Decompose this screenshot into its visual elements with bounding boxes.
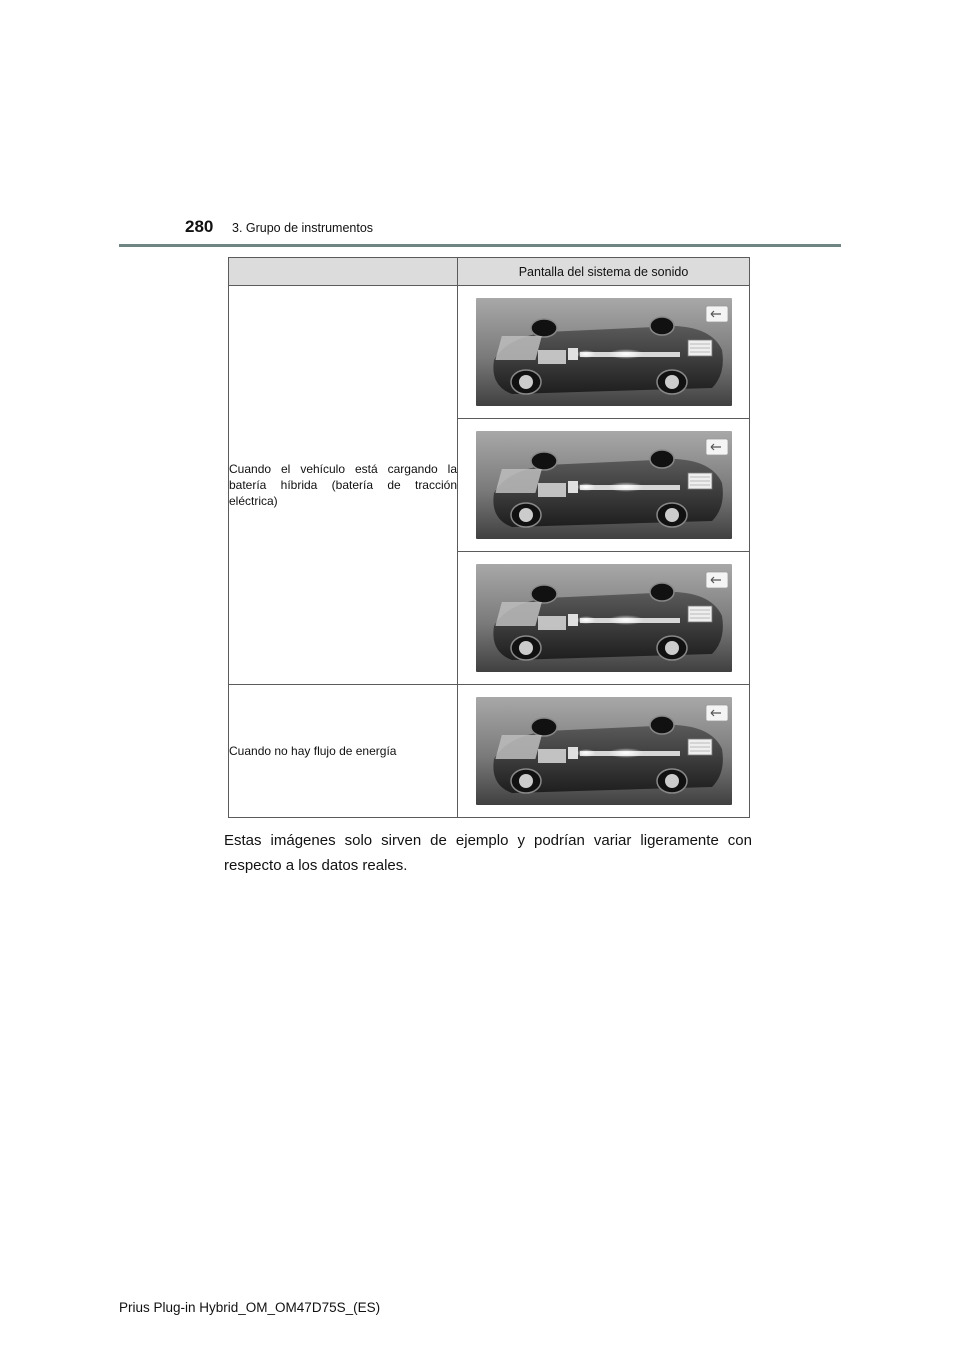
header-rule (119, 244, 841, 247)
page-number: 280 (185, 217, 214, 236)
energy-flow-screen-image (476, 564, 732, 672)
table-header-empty (229, 258, 458, 286)
note-text: Estas imágenes solo sirven de ejemplo y podrían variar ligeramente con respecto a los datos reales. (224, 832, 752, 874)
table-row (229, 685, 750, 818)
footer-doc-id: Prius Plug-in Hybrid_OM_OM47D75S_(ES) (119, 1300, 381, 1315)
condition-charging-label: Cuando el vehículo está cargando la batería híbrida (batería de tracción eléctrica) (229, 286, 458, 685)
table-header-row (229, 258, 750, 286)
section-title: 3. Grupo de instrumentos (232, 221, 374, 235)
energy-flow-screen-image (476, 431, 732, 539)
screen-cell (458, 286, 750, 419)
condition-no-flow-label: Cuando no hay flujo de energía (229, 685, 458, 818)
screen-cell (458, 419, 750, 552)
energy-flow-screen-image (476, 298, 732, 406)
table-header-audio-screen: Pantalla del sistema de sonido (458, 258, 750, 286)
screen-cell (458, 685, 750, 818)
screen-cell (458, 552, 750, 685)
table-row (229, 286, 750, 419)
energy-flow-screen-image (476, 697, 732, 805)
energy-flow-table (228, 257, 750, 818)
